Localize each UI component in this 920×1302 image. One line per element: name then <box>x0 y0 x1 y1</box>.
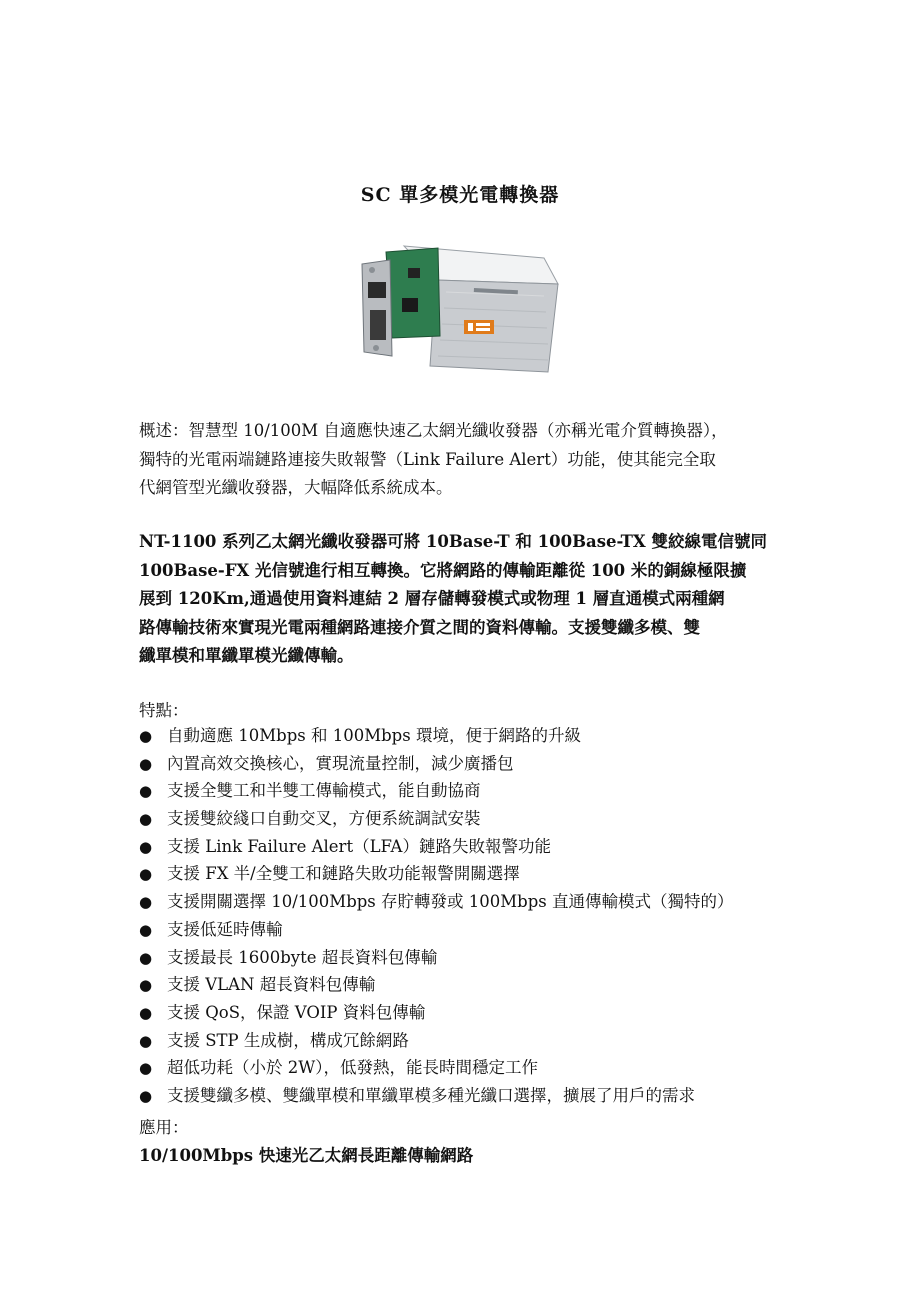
feature-item: ● 自動適應 10Mbps 和 100Mbps 環境，便于網路的升級 <box>139 722 799 750</box>
feature-item: ● 支援雙絞綫口自動交叉，方便系統調試安裝 <box>139 805 799 833</box>
feature-item: ● 支援開關選擇 10/100Mbps 存貯轉發或 100Mbps 直通傳輸模式（獨特的） <box>139 888 799 916</box>
chip <box>402 298 418 312</box>
description-line: 100Base-FX 光信號進行相互轉換。它將網路的傳輸距離從 100 米的銅線極限擴 <box>139 560 747 580</box>
sc-fiber-port <box>370 310 386 340</box>
feature-item: ● 支援低延時傳輸 <box>139 916 799 944</box>
brand-logo <box>464 320 494 334</box>
feature-item: ● 支援全雙工和半雙工傳輸模式，能自動協商 <box>139 777 799 805</box>
overview-line: 獨特的光電兩端鏈路連接失敗報警（Link Failure Alert）功能，使其能完全取 <box>139 449 716 469</box>
front-bracket <box>362 260 392 356</box>
feature-item: ● 支援雙纖多模、雙纖單模和單纖單模多種光纖口選擇，擴展了用戶的需求 <box>139 1082 799 1110</box>
description-line: 展到 120Km,通過使用資料連結 2 層存儲轉發模式或物理 1 層直通模式兩種網 <box>139 589 725 608</box>
description-paragraph <box>139 528 789 671</box>
product-image <box>346 228 562 374</box>
rj45-port <box>368 282 386 298</box>
overview-paragraph <box>139 417 789 503</box>
feature-item: ● 支援最長 1600byte 超長資料包傳輸 <box>139 944 799 972</box>
feature-item: ● 內置高效交換核心，實現流量控制，減少廣播包 <box>139 750 799 778</box>
feature-item: ● 支援 QoS，保證 VOIP 資料包傳輸 <box>139 999 799 1027</box>
screw-icon <box>373 345 379 351</box>
overview-line: 概述：智慧型 10/100M 自適應快速乙太網光纖收發器（亦稱光電介質轉換器）， <box>139 421 728 440</box>
chip <box>408 268 420 278</box>
applications-item: 10/100Mbps 快速光乙太網長距離傳輸網路 <box>139 1146 474 1165</box>
description-line: 纖單模和單纖單模光纖傳輸。 <box>139 646 354 665</box>
description-line: 路傳輸技術來實現光電兩種網路連接介質之間的資料傳輸。支援雙纖多模、雙 <box>139 617 700 637</box>
page-title: SC 單多模光電轉換器 <box>360 184 560 206</box>
overview-line: 代網管型光纖收發器，大幅降低系統成本。 <box>139 478 453 497</box>
features-heading: 特點： <box>139 701 189 720</box>
pcb-board <box>386 248 440 338</box>
feature-item: ● 支援 VLAN 超長資料包傳輸 <box>139 971 799 999</box>
features-list <box>139 722 799 1110</box>
feature-item: ● 支援 FX 半/全雙工和鏈路失敗功能報警開關選擇 <box>139 860 799 888</box>
feature-item: ● 支援 STP 生成樹，構成冗餘網路 <box>139 1027 799 1055</box>
feature-item: ● 超低功耗（小於 2W），低發熱，能長時間穩定工作 <box>139 1054 799 1082</box>
description-line: NT-1100 系列乙太網光纖收發器可將 10Base-T 和 100Base-TX 雙絞線電信號同 <box>139 532 767 551</box>
screw-icon <box>369 267 375 273</box>
feature-item: ● 支援 Link Failure Alert（LFA）鏈路失敗報警功能 <box>139 833 799 861</box>
applications-heading: 應用： <box>139 1118 189 1137</box>
